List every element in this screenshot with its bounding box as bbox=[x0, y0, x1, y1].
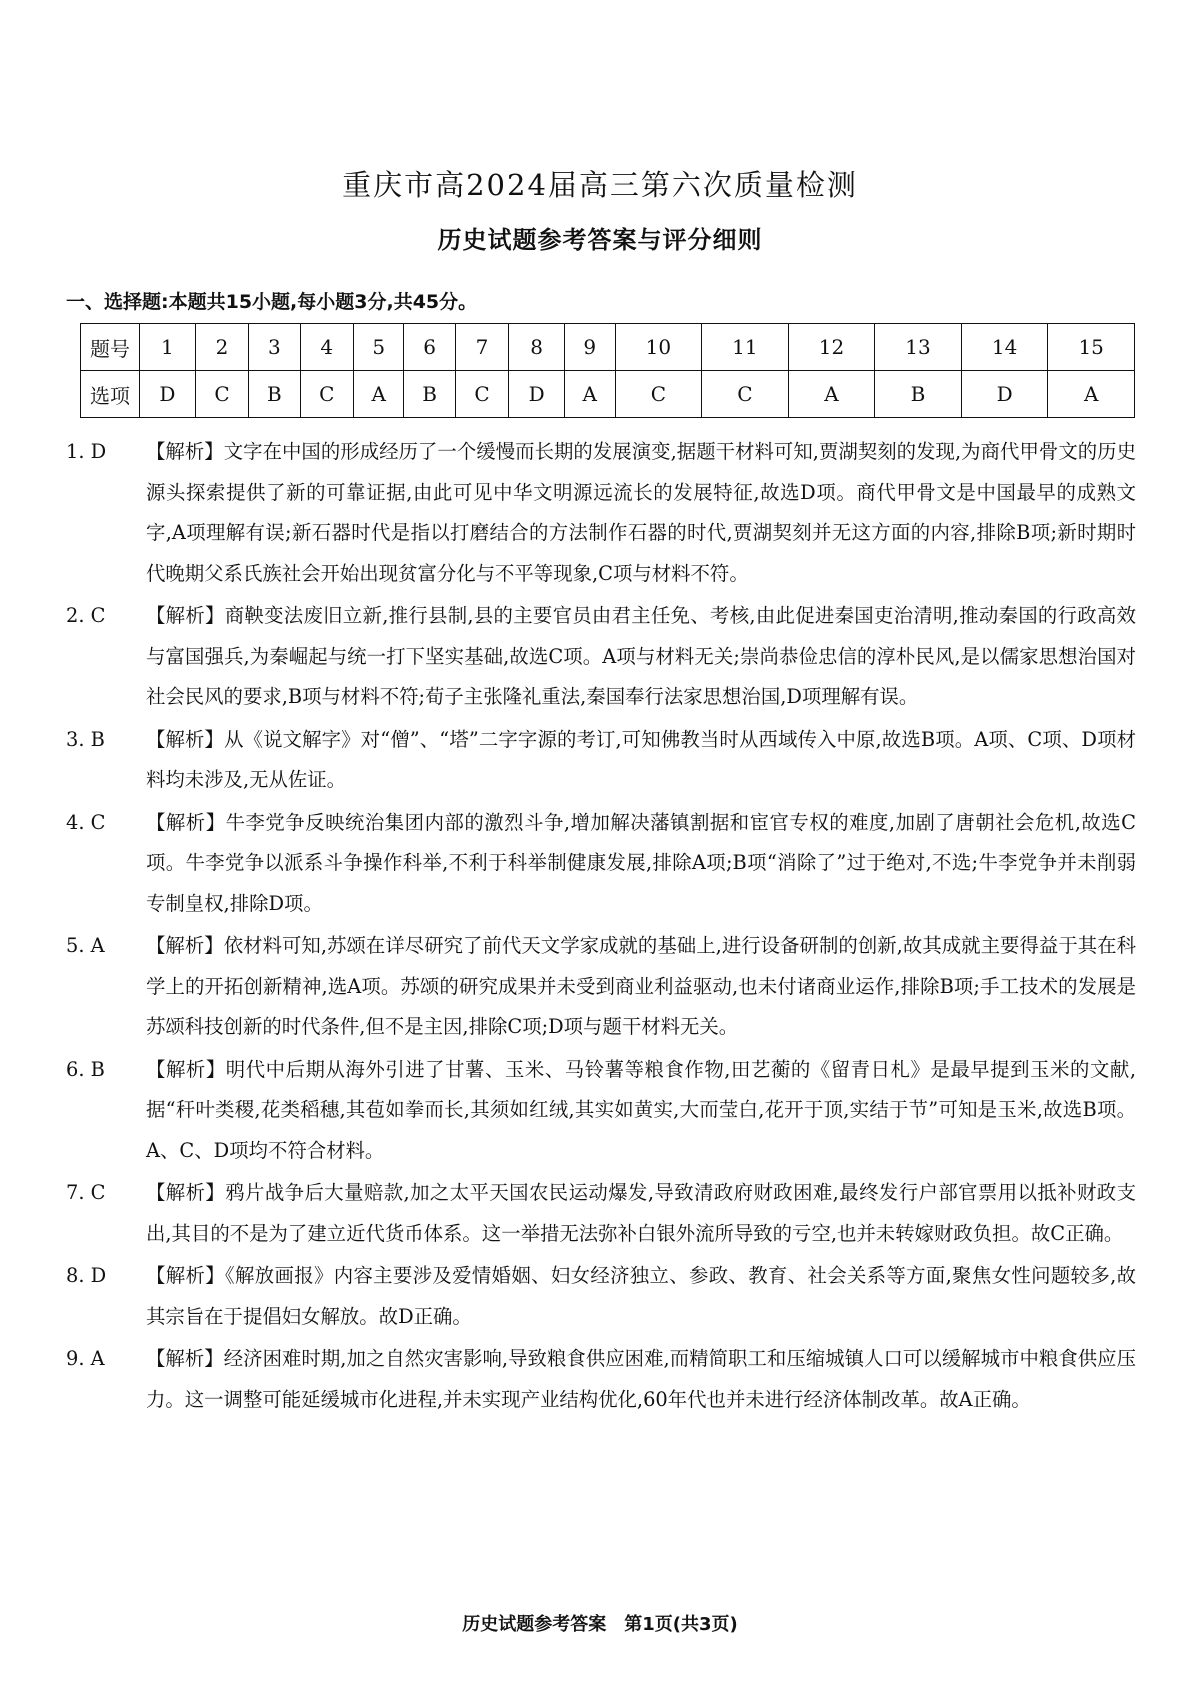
answer-letter: A bbox=[788, 371, 875, 418]
item-number: 2. C bbox=[66, 604, 106, 627]
item-text: 【解析】依材料可知,苏颂在详尽研究了前代天文学家成就的基础上,进行设备研制的创新,故其成就主要得益于其在科学上的开拓创新精神,选A项。苏颂的研究成果并未受到商业利益驱动,也未付诸商业运作,排除B项;手工技术的发展是苏颂科技创新的时代条件,但不是主因,排除C项;D项与题干材料无关。 bbox=[146, 934, 1136, 1038]
explanation-item bbox=[66, 1256, 1136, 1337]
answer-letter: A bbox=[565, 371, 616, 418]
answer-letter: C bbox=[195, 371, 248, 418]
question-number: 4 bbox=[300, 324, 353, 371]
question-number: 15 bbox=[1048, 324, 1135, 371]
answer-letter: D bbox=[961, 371, 1048, 418]
item-text: 【解析】鸦片战争后大量赔款,加之太平天国农民运动爆发,导致清政府财政困难,最终发行户部官票用以抵补财政支出,其目的不是为了建立近代货币体系。这一举措无法弥补白银外流所导致的亏空,也并未转嫁财政负担。故C正确。 bbox=[146, 1181, 1136, 1245]
item-number: 9. A bbox=[66, 1347, 105, 1370]
question-number: 12 bbox=[788, 324, 875, 371]
explanation-item bbox=[66, 432, 1136, 594]
explanation-item bbox=[66, 1173, 1136, 1254]
row-header-number: 题号 bbox=[81, 324, 140, 371]
section-heading: 一、选择题:本题共15小题,每小题3分,共45分。 bbox=[66, 291, 478, 313]
answer-table bbox=[80, 323, 1135, 418]
answer-letter: D bbox=[140, 371, 196, 418]
answer-letter: D bbox=[509, 371, 565, 418]
item-text: 【解析】经济困难时期,加之自然灾害影响,导致粮食供应困难,而精简职工和压缩城镇人口可以缓解城市中粮食供应压力。这一调整可能延缓城市化进程,并未实现产业结构优化,60年代也并未进行经济体制改革。故A正确。 bbox=[146, 1347, 1136, 1411]
item-number: 8. D bbox=[66, 1264, 107, 1287]
item-text: 【解析】明代中后期从海外引进了甘薯、玉米、马铃薯等粮食作物,田艺蘅的《留青日札》是最早提到玉米的文献,据“秆叶类稷,花类稻穗,其苞如拳而长,其须如红绒,其实如黄实,大而莹白,花开于顶,实结于节”可知是玉米,故选B项。A、C、D项均不符合材料。 bbox=[146, 1057, 1136, 1162]
item-text: 【解析】牛李党争反映统治集团内部的激烈斗争,增加解决藩镇割据和宦官专权的难度,加剧了唐朝社会危机,故选C项。牛李党争以派系斗争操作科举,不利于科举制健康发展,排除A项;B项“消除了”过于绝对,不选;牛李党争并未削弱专制皇权,排除D项。 bbox=[146, 810, 1136, 915]
answer-letter: A bbox=[1048, 371, 1135, 418]
page-title: 重庆市高2024届高三第六次质量检测 bbox=[342, 168, 858, 202]
item-number: 7. C bbox=[66, 1181, 106, 1204]
question-number: 11 bbox=[702, 324, 789, 371]
explanation-item bbox=[66, 1050, 1136, 1172]
row-header-answer: 选项 bbox=[81, 371, 140, 418]
page-footer: 历史试题参考答案 第1页(共3页) bbox=[462, 1614, 738, 1635]
question-number: 13 bbox=[875, 324, 962, 371]
answer-letter: C bbox=[455, 371, 508, 418]
answer-table-answer-row bbox=[81, 371, 1135, 418]
question-number: 5 bbox=[353, 324, 404, 371]
answer-letter: C bbox=[702, 371, 789, 418]
answer-letter: B bbox=[404, 371, 455, 418]
item-text: 【解析】《解放画报》内容主要涉及爱情婚姻、妇女经济独立、参政、教育、社会关系等方面,聚焦女性问题较多,故其宗旨在于提倡妇女解放。故D正确。 bbox=[146, 1264, 1136, 1328]
answer-letter: C bbox=[300, 371, 353, 418]
answer-letter: B bbox=[875, 371, 962, 418]
question-number: 2 bbox=[195, 324, 248, 371]
question-number: 6 bbox=[404, 324, 455, 371]
item-text: 【解析】文字在中国的形成经历了一个缓慢而长期的发展演变,据题干材料可知,贾湖契刻的发现,为商代甲骨文的历史源头探索提供了新的可靠证据,由此可见中华文明源远流长的发展特征,故选D项。商代甲骨文是中国最早的成熟文字,A项理解有误;新石器时代是指以打磨结合的方法制作石器的时代,贾湖契刻并无这方面的内容,排除B项;新时期时代晚期父系氏族社会开始出现贫富分化与不平等现象,C项与材料不符。 bbox=[146, 440, 1136, 585]
page-subtitle: 历史试题参考答案与评分细则 bbox=[437, 226, 763, 254]
question-number: 8 bbox=[509, 324, 565, 371]
explanation-item bbox=[66, 596, 1136, 718]
question-number: 14 bbox=[961, 324, 1048, 371]
question-number: 7 bbox=[455, 324, 508, 371]
item-number: 3. B bbox=[66, 727, 105, 751]
answer-letter: A bbox=[353, 371, 404, 418]
explanation-item bbox=[66, 720, 1136, 801]
answer-letter: C bbox=[615, 371, 702, 418]
explanation-item bbox=[66, 926, 1136, 1048]
explanation-item bbox=[66, 1339, 1136, 1420]
item-text: 【解析】商鞅变法废旧立新,推行县制,县的主要官员由君主任免、考核,由此促进秦国吏治清明,推动秦国的行政高效与富国强兵,为秦崛起与统一打下坚实基础,故选C项。A项与材料无关;崇尚恭俭忠信的淳朴民风,是以儒家思想治国对社会民风的要求,B项与材料不符;荀子主张隆礼重法,秦国奉行法家思想治国,D项理解有误。 bbox=[146, 604, 1136, 708]
item-number: 1. D bbox=[66, 440, 107, 463]
item-text: 【解析】从《说文解字》对“僧”、“塔”二字字源的考订,可知佛教当时从西域传入中原,故选B项。A项、C项、D项材料均未涉及,无从佐证。 bbox=[146, 727, 1136, 791]
answer-table-number-row bbox=[81, 324, 1135, 371]
item-number: 5. A bbox=[66, 934, 105, 957]
question-number: 1 bbox=[140, 324, 196, 371]
question-number: 3 bbox=[249, 324, 300, 371]
item-number: 4. C bbox=[66, 810, 106, 834]
answer-letter: B bbox=[249, 371, 300, 418]
question-number: 10 bbox=[615, 324, 702, 371]
question-number: 9 bbox=[565, 324, 616, 371]
explanation-list bbox=[66, 432, 1136, 1422]
explanation-item bbox=[66, 803, 1136, 925]
item-number: 6. B bbox=[66, 1057, 105, 1081]
